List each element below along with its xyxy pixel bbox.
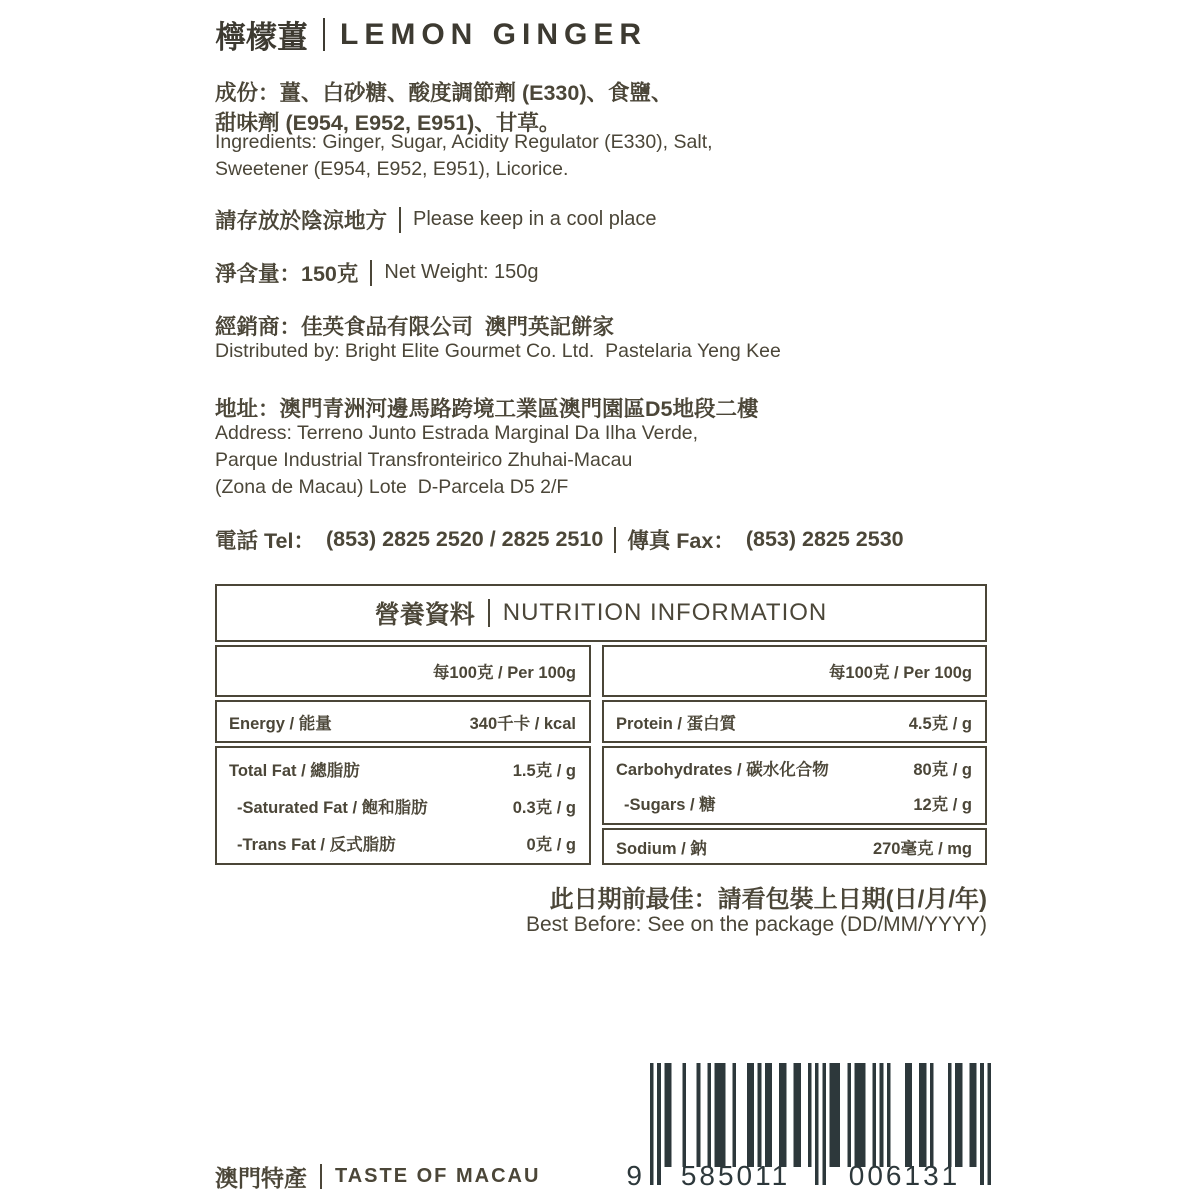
title-divider-bar (323, 18, 325, 51)
per-100g-header-right: 每100克 / Per 100g (602, 645, 987, 697)
address-cn: 地址：澳門青洲河邊馬路跨境工業區澳門園區D5地段二樓 (215, 397, 759, 421)
net-weight-cn: 淨含量：150克 (215, 262, 359, 286)
nutrition-group-fat (215, 746, 591, 865)
best-before-cn: 此日期前最佳：請看包裝上日期(日/月/年) (549, 886, 987, 913)
barcode-digits-group2: 006131 (848, 1160, 961, 1191)
net-weight (215, 257, 539, 288)
nutrition-title-divider-bar (488, 599, 490, 627)
sodium-value: 270毫克 / mg (872, 839, 972, 858)
barcode (626, 1063, 991, 1195)
barcode-digit-first: 9 (626, 1160, 642, 1191)
energy-label: Energy / 能量 (229, 714, 332, 733)
ingredients-cn-line1: 成份：薑、白砂糖、酸度調節劑 (E330)、食鹽、 (215, 81, 673, 105)
footer-tagline-en: TASTE OF MACAU (335, 1165, 541, 1187)
product-title-cn: 檸檬薑 (215, 20, 308, 55)
trans-fat-label: -Trans Fat / 反式脂肪 (237, 835, 396, 854)
sugars-label: -Sugars / 糖 (624, 796, 716, 815)
fax-label: 傳真 Fax： (627, 529, 735, 553)
storage-divider-bar (399, 207, 401, 233)
per-100g-header-left: 每100克 / Per 100g (215, 645, 591, 697)
nutrition-row-saturated-fat (229, 794, 576, 818)
saturated-fat-value: 0.3克 / g (512, 798, 576, 817)
nutrition-group-carbs (602, 746, 987, 825)
nutrition-columns (215, 645, 987, 865)
protein-label: Protein / 蛋白質 (616, 714, 737, 733)
product-title (215, 12, 647, 57)
contact-line (215, 524, 904, 555)
ingredients-cn-line2: 甜味劑 (E954, E952, E951)、甘草。 (215, 111, 561, 135)
storage-advice (215, 204, 657, 235)
ingredients-en-line2: Sweetener (E954, E952, E951), Licorice. (215, 158, 569, 180)
distributor-cn: 經銷商：佳英食品有限公司 澳門英記餅家 (215, 315, 614, 339)
nutrition-row-sodium (602, 828, 987, 865)
nutrition-row-total-fat (229, 757, 576, 781)
address-en-line1: Address: Terreno Junto Estrada Marginal Da Ilha Verde, (215, 422, 699, 444)
nutrition-title-cn: 營養資料 (374, 601, 475, 629)
footer-tagline (215, 1160, 540, 1193)
nutrition-title-en: NUTRITION INFORMATION (502, 599, 828, 626)
net-weight-divider-bar (370, 260, 372, 286)
nutrition-column-left (215, 645, 591, 865)
storage-advice-en: Please keep in a cool place (413, 208, 657, 230)
nutrition-table (215, 584, 987, 865)
fax-numbers: (853) 2825 2530 (745, 527, 904, 551)
nutrition-column-right (602, 645, 987, 865)
carbohydrates-value: 80克 / g (913, 760, 972, 779)
footer-divider-bar (320, 1164, 322, 1189)
total-fat-value: 1.5克 / g (512, 761, 576, 780)
tel-label: 電話 Tel： (215, 529, 315, 553)
total-fat-label: Total Fat / 總脂肪 (229, 761, 360, 780)
protein-value: 4.5克 / g (908, 714, 972, 733)
sugars-value: 12克 / g (913, 796, 972, 815)
net-weight-en: Net Weight: 150g (384, 261, 539, 283)
nutrition-row-trans-fat (229, 831, 576, 855)
sodium-label: Sodium / 鈉 (616, 839, 707, 858)
nutrition-row-energy (215, 700, 591, 743)
barcode-digits-group1: 585011 (680, 1160, 791, 1191)
address-en-line2: Parque Industrial Transfronteirico Zhuhai-Macau (215, 449, 633, 471)
nutrition-row-carbohydrates (616, 756, 972, 780)
energy-value: 340千卡 / kcal (469, 714, 576, 733)
nutrition-table-title (215, 584, 987, 642)
footer-tagline-cn: 澳門特產 (215, 1165, 307, 1191)
tel-numbers: (853) 2825 2520 / 2825 2510 (325, 527, 604, 551)
nutrition-row-protein (602, 700, 987, 743)
saturated-fat-label: -Saturated Fat / 飽和脂肪 (237, 798, 428, 817)
trans-fat-value: 0克 / g (526, 835, 576, 854)
best-before-en: Best Before: See on the package (DD/MM/YYYY) (525, 913, 987, 936)
product-title-en: LEMON GINGER (340, 17, 648, 51)
ingredients-en-line1: Ingredients: Ginger, Sugar, Acidity Regulator (E330), Salt, (215, 131, 713, 153)
nutrition-row-sugars (616, 791, 972, 815)
contact-divider-bar (614, 527, 616, 553)
storage-advice-cn: 請存放於陰涼地方 (215, 209, 388, 233)
address-en-line3: (Zona de Macau) Lote D-Parcela D5 2/F (215, 476, 569, 498)
carbohydrates-label: Carbohydrates / 碳水化合物 (616, 760, 829, 779)
distributor-en: Distributed by: Bright Elite Gourmet Co. Ltd. Pastelaria Yeng Kee (215, 340, 781, 362)
